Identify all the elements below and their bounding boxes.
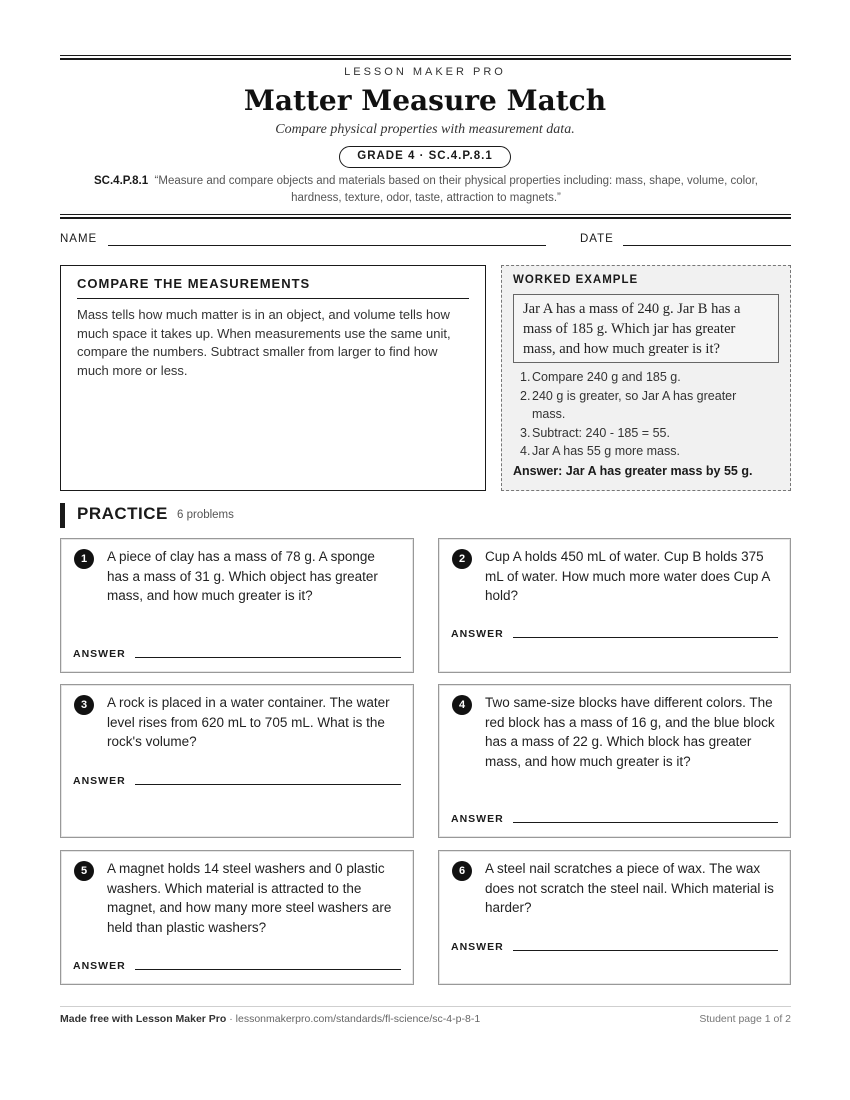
answer-field[interactable]: [135, 969, 401, 970]
worked-step: 2. 240 g is greater, so Jar A has greater mass.: [520, 388, 737, 421]
answer-field[interactable]: [513, 637, 778, 638]
footer-page-number: Student page 1 of 2: [699, 1013, 791, 1025]
problem-text: A magnet holds 14 steel washers and 0 plastic washers. Which material is attracted to the magnet, and how many more steel washers are held than plastic washers?: [107, 861, 392, 935]
worked-example-problem: Jar A has a mass of 240 g. Jar B has a mass of 185 g. Which jar has greater mass, and how much greater is it?: [513, 294, 779, 363]
footer-url[interactable]: · lessonmakerpro.com/standards/fl-science/sc-4-p-8-1: [226, 1013, 481, 1025]
worked-step: 4. Jar A has 55 g more mass.: [520, 444, 680, 458]
problem-number-badge: 6: [452, 861, 472, 881]
answer-label: ANSWER: [451, 813, 504, 825]
brand-name: LESSON MAKER PRO: [344, 66, 506, 78]
worked-example-title: WORKED EXAMPLE: [513, 274, 639, 286]
worked-example-answer: Answer: Jar A has greater mass by 55 g.: [513, 463, 753, 478]
answer-field[interactable]: [513, 822, 778, 823]
answer-label: ANSWER: [451, 628, 504, 640]
practice-count: 6 problems: [177, 509, 234, 521]
answer-field[interactable]: [135, 657, 401, 658]
compare-text: Mass tells how much matter is in an object, and volume tells how much space it takes up. When measurements use the same unit, compare the numbers. Subtract smaller from larger to find how much more or less.: [77, 307, 451, 378]
standard-code: SC.4.P.8.1: [94, 175, 149, 187]
answer-label: ANSWER: [73, 648, 126, 660]
answer-label: ANSWER: [451, 941, 504, 953]
footer-divider: [60, 1006, 791, 1007]
problem-card-4: [438, 684, 791, 838]
page-title: Matter Measure Match: [243, 84, 607, 117]
problem-card-5: [60, 850, 414, 985]
practice-accent-bar: [60, 503, 65, 528]
standard-description: [72, 173, 780, 206]
problem-text: A piece of clay has a mass of 78 g. A sponge has a mass of 31 g. Which object has greater mass, and how much greater is it?: [107, 549, 378, 603]
problem-text: Two same-size blocks have different colors. The red block has a mass of 16 g, and the blue block has a mass of 22 g. Which block has greater mass, and how much greater is it?: [485, 695, 775, 769]
name-label: NAME: [60, 233, 98, 245]
grade-badge: GRADE 4 · SC.4.P.8.1: [339, 146, 511, 168]
header-top-rule: [60, 55, 791, 60]
footer-credit: [60, 1013, 480, 1025]
answer-field[interactable]: [135, 784, 401, 785]
problem-number-badge: 2: [452, 549, 472, 569]
problem-text: A rock is placed in a water container. The water level rises from 620 mL to 705 mL. What is the rock's volume?: [107, 695, 390, 749]
worked-step: 3. Subtract: 240 - 185 = 55.: [520, 425, 670, 440]
date-label: DATE: [580, 233, 614, 245]
problem-card-1: [60, 538, 414, 673]
problem-text: A steel nail scratches a piece of wax. The wax does not scratch the steel nail. Which material is harder?: [485, 861, 774, 915]
answer-label: ANSWER: [73, 960, 126, 972]
compare-measurements-box: [60, 265, 486, 491]
problem-card-3: [60, 684, 414, 838]
problem-card-6: [438, 850, 791, 985]
page-subtitle: Compare physical properties with measurement data.: [275, 122, 575, 137]
problem-number-badge: 4: [452, 695, 472, 715]
problem-number-badge: 3: [74, 695, 94, 715]
compare-title: COMPARE THE MEASUREMENTS: [77, 276, 469, 299]
problem-card-2: [438, 538, 791, 673]
worked-example-box: [501, 265, 791, 491]
header-bottom-rule: [60, 214, 791, 219]
answer-field[interactable]: [513, 950, 778, 951]
worked-step: 1. Compare 240 g and 185 g.: [520, 370, 681, 384]
footer-made-with: Made free with Lesson Maker Pro: [60, 1013, 227, 1025]
practice-heading: PRACTICE: [77, 504, 168, 523]
standard-text: “Measure and compare objects and materials based on their physical properties including: mass, shape, volume, color, hardness, texture, odor, taste, attraction to magnets.”: [154, 175, 758, 204]
problem-number-badge: 5: [74, 861, 94, 881]
problem-text: Cup A holds 450 mL of water. Cup B holds 375 mL of water. How much more water does Cup A hold?: [485, 549, 770, 603]
date-field[interactable]: [623, 245, 791, 246]
worked-example-steps: [513, 368, 779, 461]
problem-number-badge: 1: [74, 549, 94, 569]
name-field[interactable]: [108, 245, 546, 246]
answer-label: ANSWER: [73, 775, 126, 787]
